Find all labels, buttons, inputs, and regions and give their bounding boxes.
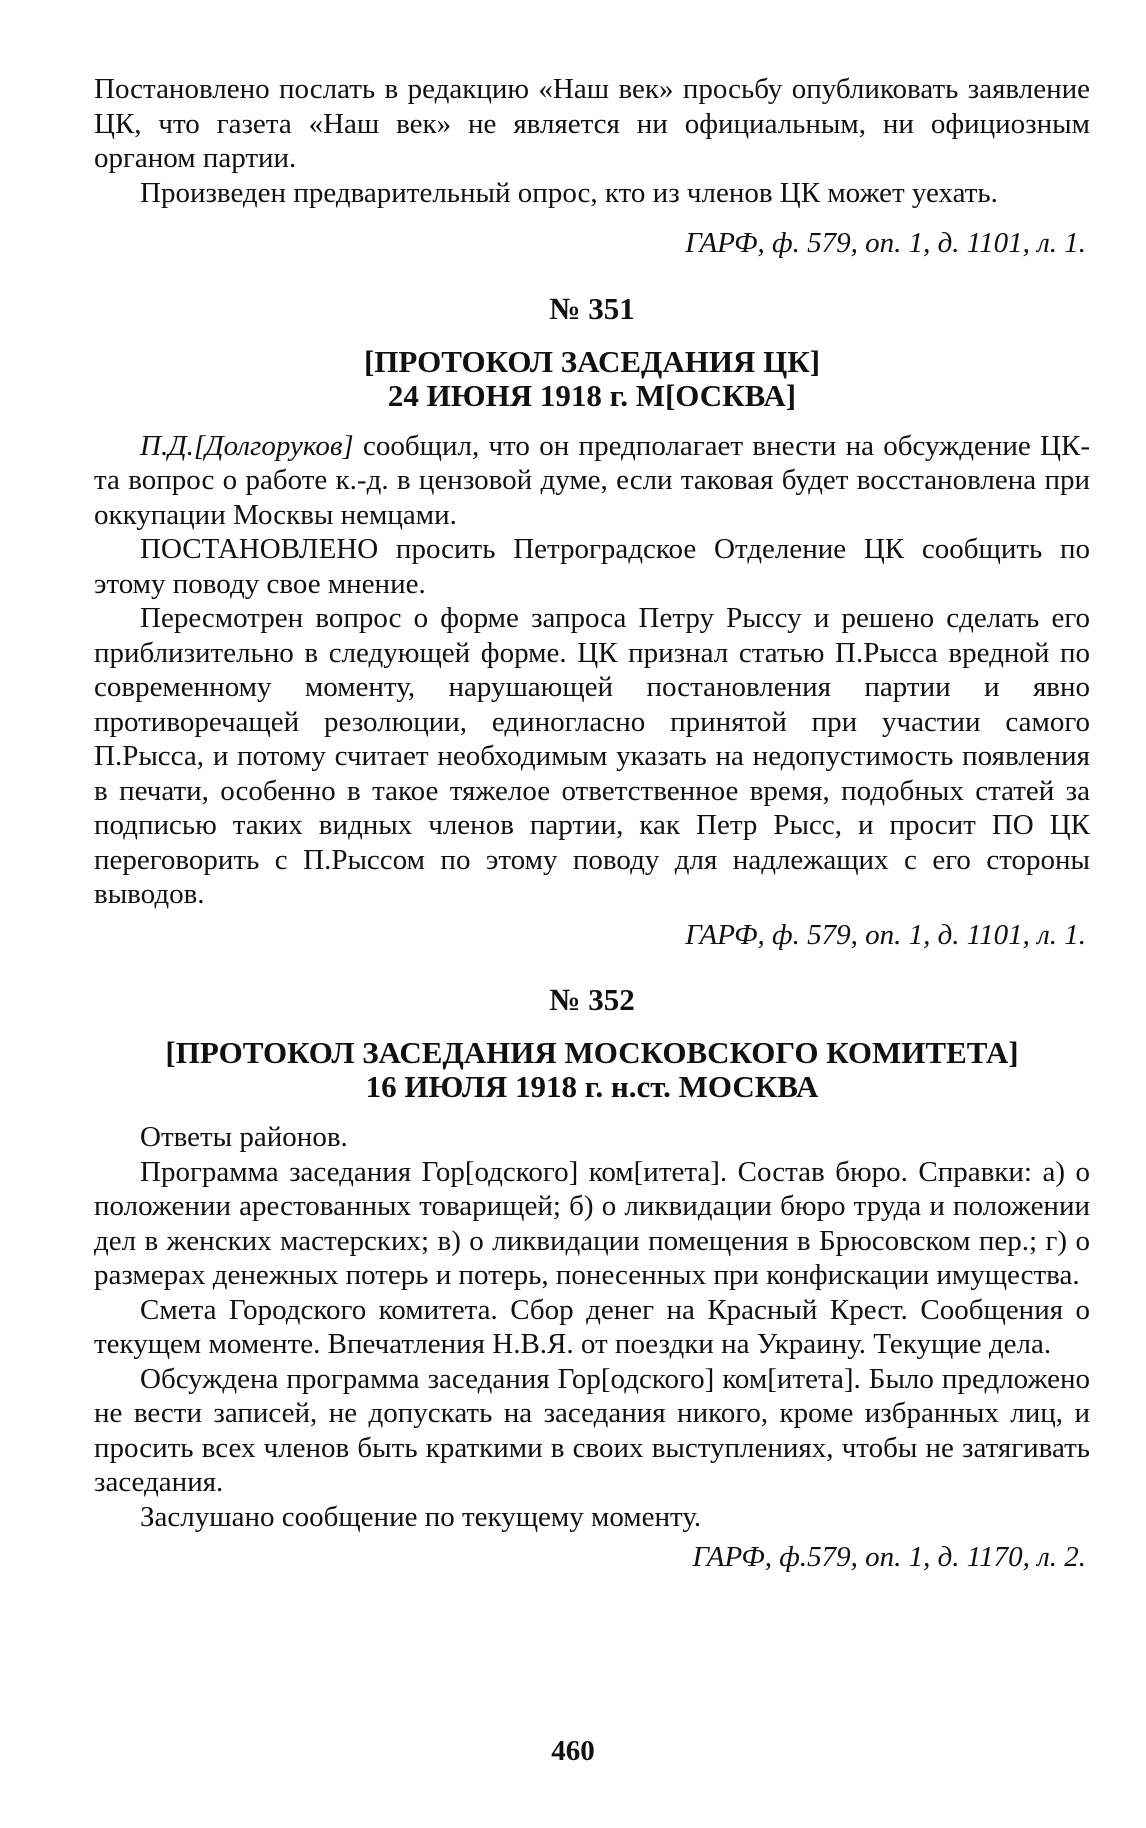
page-number: 460 [551,1735,595,1767]
doc-352-paragraph-1: Ответы районов. [140,1121,348,1153]
text-column [94,72,1090,1575]
doc-351-paragraph-3: Пересмотрен вопрос о форме запроса Петру Рыссу и решено сделать его приблизительно в следующей форме. ЦК признал статью П.Рысса вредной по современному моменту, нарушающей постановления партии и явно противоречащей резолюции, единогласно принятой при участии самого П.Рысса, и потому считает необходимым указать на недопустимость появления в печати, особенно в такое тяжелое ответственное время, подобных статей за подписью таких видных членов партии, как Петр Рысс, и просит ПО ЦК переговорить с П.Рыссом по этому поводу для надлежащих с его стороны выводов. [94,602,1090,910]
doc-351-paragraph-2: ПОСТАНОВЛЕНО просить Петроградское Отделение ЦК сообщить по этому поводу свое мнение. [94,533,1090,600]
doc-352-citation: ГАРФ, ф.579, оп. 1, д. 1170, л. 2. [692,1541,1086,1573]
doc-351-paragraph-1-text: сообщил, что он предполагает внести на обсуждение ЦК-та вопрос о работе к.-д. в цензовой думе, если таковая будет восстановлена при оккупации Москвы немцами. [94,429,1090,531]
doc-351-number: № 351 [549,290,635,326]
doc-352-title-line-1: [ПРОТОКОЛ ЗАСЕДАНИЯ МОСКОВСКОГО КОМИТЕТА] [165,1035,1019,1070]
intro-paragraph-2: Произведен предварительный опрос, кто из членов ЦК может уехать. [140,176,998,209]
doc-352-paragraph-4: Обсуждена программа заседания Гор[одского] ком[итета]. Было предложено не вести записей, не допускать на заседания никого, кроме избранных лиц, и просить всех членов быть краткими в своих выступлениях, чтобы не затягивать заседания. [94,1362,1090,1498]
doc-352-title-line-2: 16 ИЮЛЯ 1918 г. н.ст. МОСКВА [365,1069,819,1104]
doc-351-citation: ГАРФ, ф. 579, оп. 1, д. 1101, л. 1. [685,918,1086,951]
doc-351-title [94,345,1090,413]
doc-351-title-line-1: [ПРОТОКОЛ ЗАСЕДАНИЯ ЦК] [363,343,821,379]
doc-352-number: № 352 [549,982,635,1017]
intro-paragraph-1: Постановлено послать в редакцию «Наш век» просьбу опубликовать заявление ЦК, что газета «Наш век» не является ни официальным, ни официозным органом партии. [94,73,1090,174]
doc-352-paragraph-2: Программа заседания Гор[одского] ком[итета]. Состав бюро. Справки: а) о положении арестованных товарищей; б) о ликвидации бюро труда и положении дел в женских мастерских; в) о ликвидации помещения в Брюсовском пер.; г) о размерах денежных потерь и потерь, понесенных при конфискации имущества. [94,1155,1090,1291]
doc-352-title [94,1036,1090,1104]
doc-352-paragraph-3: Смета Городского комитета. Сбор денег на Красный Крест. Сообщения о текущем моменте. Впечатления Н.В.Я. от поездки на Украину. Текущие дела. [94,1293,1090,1360]
doc-351-title-line-2: 24 ИЮНЯ 1918 г. М[ОСКВА] [387,377,797,413]
doc-351-paragraph-1 [94,429,1090,533]
doc-351-author: П.Д.[Долгоруков] [140,429,354,462]
intro-citation: ГАРФ, ф. 579, оп. 1, д. 1101, л. 1. [685,227,1086,259]
doc-352-paragraph-5: Заслушано сообщение по текущему моменту. [140,1500,702,1533]
